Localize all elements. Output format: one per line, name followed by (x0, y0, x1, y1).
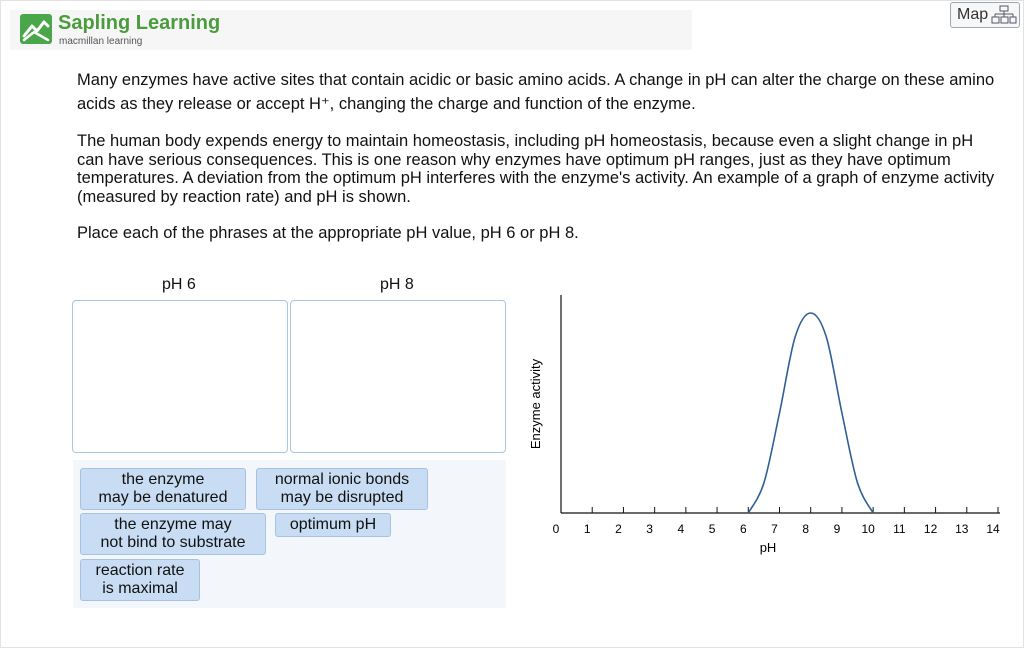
x-tick-label: 0 (552, 522, 560, 536)
activity-curve (748, 313, 873, 513)
dropzone-ph8[interactable] (290, 300, 506, 453)
brand-name: Sapling Learning (58, 12, 221, 34)
sapling-logo-icon (20, 14, 52, 44)
x-tick-label: 13 (955, 522, 969, 536)
phrase-chip-text: optimum pH (289, 516, 377, 533)
phrase-chip[interactable] (80, 559, 200, 601)
phrase-chip[interactable] (275, 513, 391, 537)
phrase-chip-text: the enzyme may be denatured (98, 471, 228, 506)
x-tick-label: 9 (833, 522, 841, 536)
map-button-label: Map (957, 6, 989, 23)
x-tick-label: 11 (893, 522, 906, 536)
y-axis-label: Enzyme activity (528, 358, 543, 450)
x-tick-label: 14 (986, 522, 1000, 536)
phrase-chip[interactable] (256, 468, 428, 510)
x-tick-label: 12 (923, 522, 938, 536)
map-button[interactable] (950, 2, 1020, 28)
x-tick-label: 1 (583, 522, 591, 536)
x-axis-label: pH (759, 540, 777, 555)
enzyme-activity-chart (520, 290, 1010, 570)
x-tick-label: 4 (677, 522, 685, 536)
dropzone-ph6[interactable] (72, 300, 288, 453)
dropzone-label-ph8: pH 8 (380, 276, 414, 293)
phrase-chip-text: normal ionic bonds may be disrupted (274, 471, 410, 506)
phrase-chip[interactable] (80, 513, 266, 555)
homeostasis-paragraph: The human body expends energy to maintain homeostasis, including pH homeostasis, because even a slight change in pH can have serious consequences. This is one reason why enzymes have optimum pH ranges, just as they have optimum temperatures. A deviation from the optimum pH interferes with the enzyme's activity. An example of a graph of enzyme activity (measured by reaction rate) and pH is shown. (77, 132, 995, 206)
instruction-text: Place each of the phrases at the appropriate pH value, pH 6 or pH 8. (77, 224, 579, 242)
x-tick-label: 2 (615, 522, 622, 536)
x-tick-label: 5 (708, 522, 716, 536)
intro-paragraph: Many enzymes have active sites that contain acidic or basic amino acids. A change in pH can alter the charge on these amino acids as they release or accept H⁺, changing the charge and function of the enzyme. (77, 71, 995, 113)
phrase-chip-text: reaction rate is maximal (95, 562, 185, 597)
brand-subtitle: macmillan learning (59, 36, 143, 47)
x-tick-label: 10 (861, 522, 875, 536)
dropzone-label-ph6: pH 6 (162, 276, 196, 293)
x-tick-label: 3 (646, 522, 653, 536)
x-tick-label: 7 (771, 522, 778, 536)
x-tick-label: 8 (802, 522, 810, 536)
x-tick-label: 6 (739, 522, 747, 536)
map-icon (991, 5, 1017, 25)
phrase-chip[interactable] (80, 468, 246, 510)
phrase-chip-text: the enzyme may not bind to substrate (100, 516, 246, 551)
